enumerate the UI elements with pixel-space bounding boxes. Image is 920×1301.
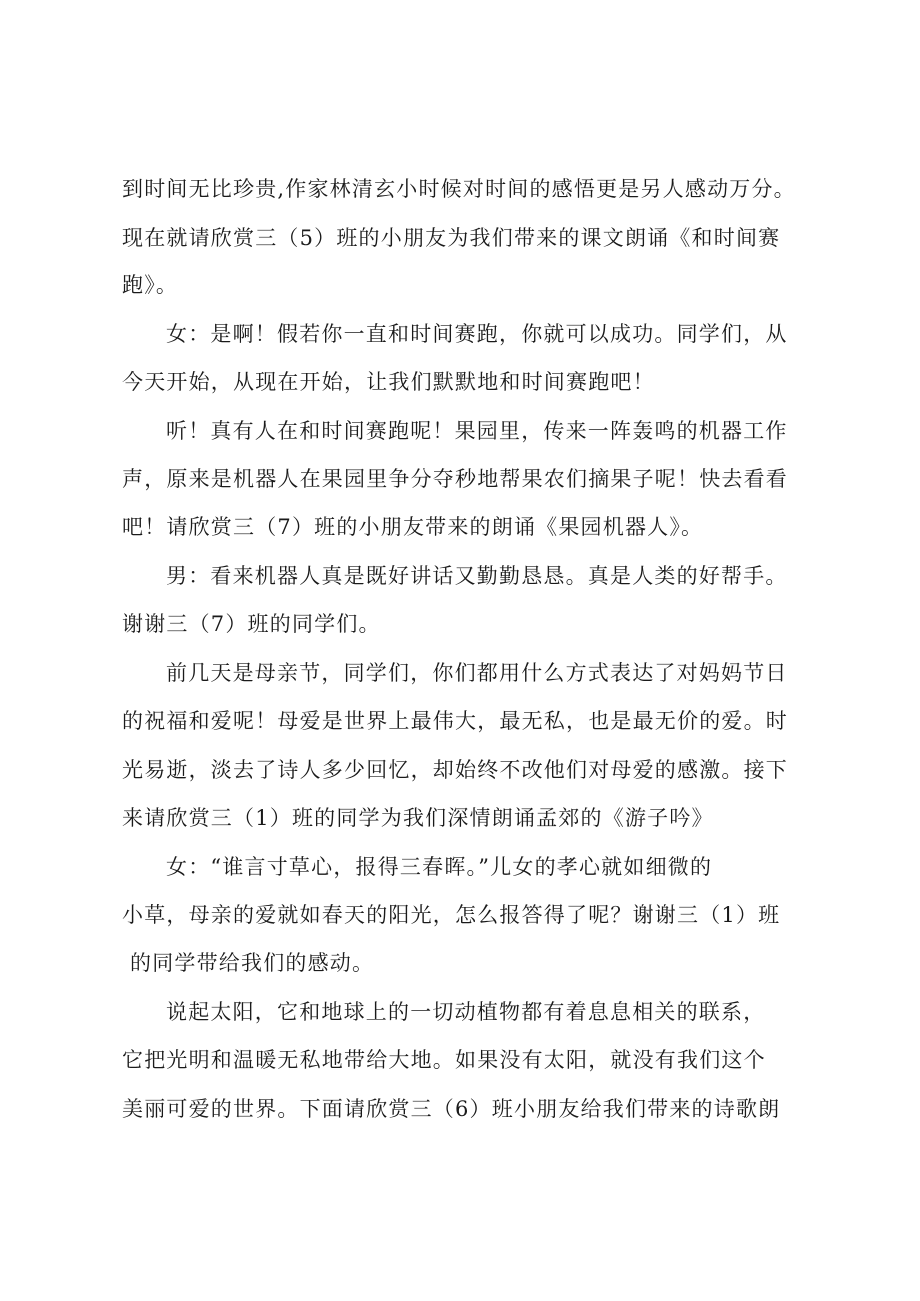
text-line: 声，原来是机器人在果园里争分夺秒地帮果农们摘果子呢！快去看看 — [122, 467, 788, 491]
text-line: 来请欣赏三（1）班的同学为我们深情朗诵孟郊的《游子吟》 — [122, 806, 714, 830]
text-line: 男：看来机器人真是既好讲话又勤勤恳恳。真是人类的好帮手。 — [166, 564, 788, 588]
text-line: 谢谢三（7）班的同学们。 — [122, 612, 381, 636]
text-line: 现在就请欣赏三（5）班的小朋友为我们带来的课文朗诵《和时间赛 — [122, 226, 781, 250]
text-line: 今天开始，从现在开始，让我们默默地和时间赛跑吧！ — [122, 370, 655, 394]
text-line: 吧！请欣赏三（7）班的小朋友带来的朗诵《果园机器人》。 — [122, 515, 704, 539]
text-line: 女：“谁言寸草心，报得三春晖。”儿女的孝心就如细微的 — [166, 855, 713, 879]
text-line: 小草，母亲的爱就如春天的阳光，怎么报答得了呢？谢谢三（1）班 — [122, 903, 781, 927]
text-line: 的同学带给我们的感动。 — [130, 951, 375, 975]
text-line: 女：是啊！假若你一直和时间赛跑，你就可以成功。同学们，从 — [166, 322, 788, 346]
text-line: 前几天是母亲节，同学们，你们都用什么方式表达了对妈妈节日 — [166, 661, 788, 685]
text-line: 美丽可爱的世界。下面请欣赏三（6）班小朋友给我们带来的诗歌朗 — [122, 1097, 781, 1121]
text-line: 光易逝，淡去了诗人多少回忆，却始终不改他们对母爱的感激。接下 — [122, 758, 788, 782]
text-line: 它把光明和温暖无私地带给大地。如果没有太阳，就没有我们这个 — [122, 1048, 766, 1072]
text-line: 的祝福和爱呢！母爱是世界上最伟大，最无私，也是最无价的爱。时 — [122, 709, 788, 733]
text-line: 听！真有人在和时间赛跑呢！果园里，传来一阵轰鸣的机器工作 — [166, 419, 788, 443]
text-line: 跑》。 — [122, 273, 179, 297]
text-line: 说起太阳，它和地球上的一切动植物都有着息息相关的联系， — [166, 1000, 766, 1024]
text-line: 到时间无比珍贵,作家林清玄小时候对时间的感悟更是另人感动万分。 — [122, 177, 796, 201]
